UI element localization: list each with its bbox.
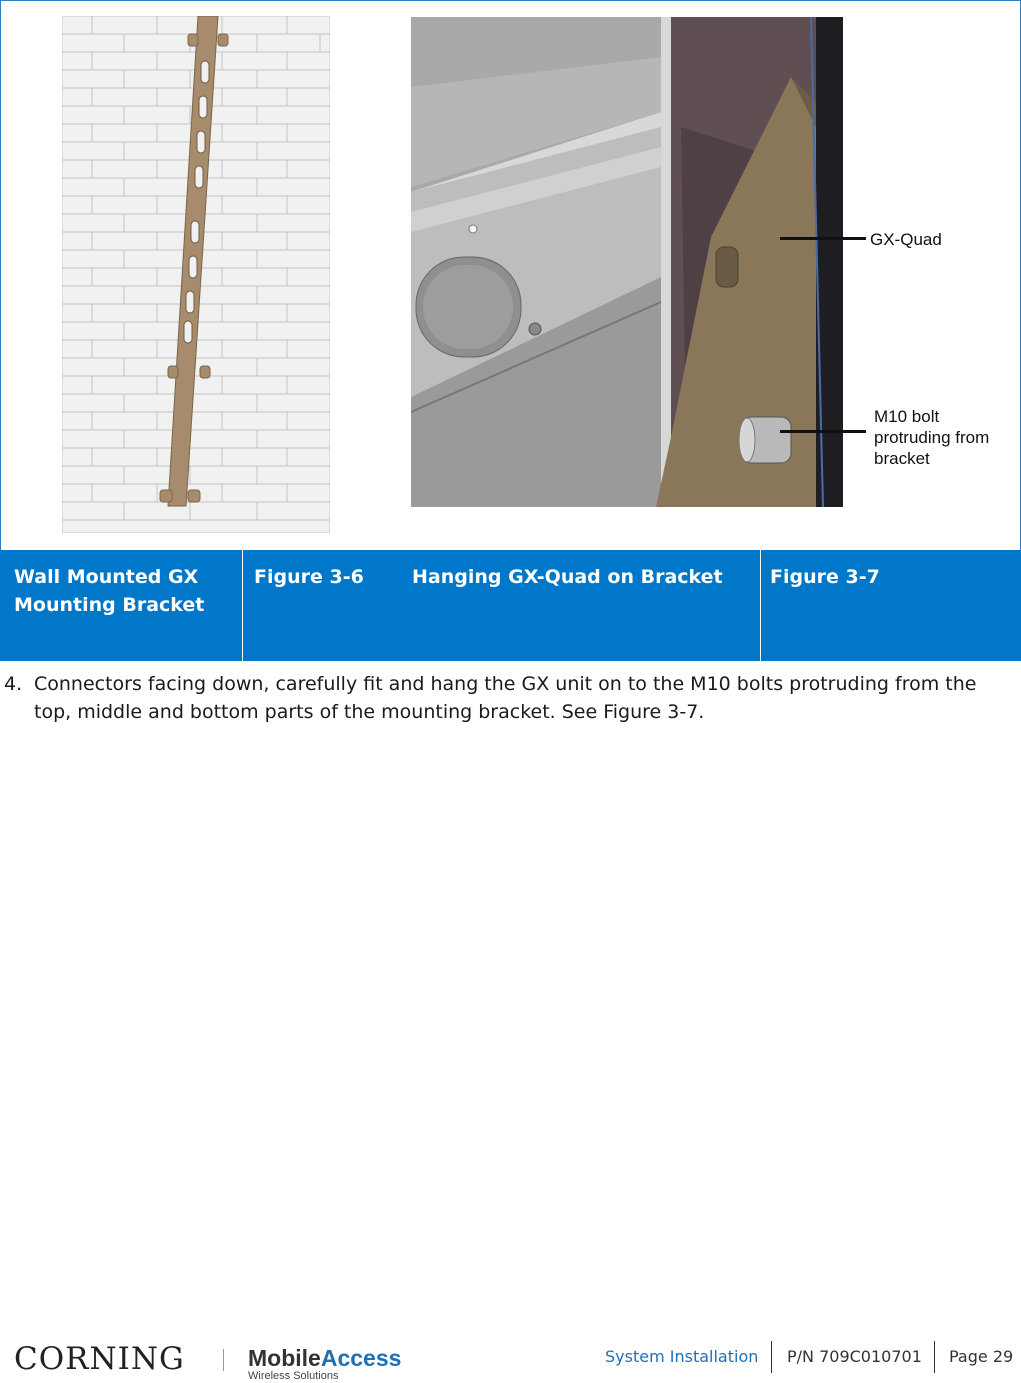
caption-wall-bracket: Wall Mounted GX Mounting Bracket <box>14 566 205 616</box>
page-footer <box>0 1335 1021 1383</box>
step-4 <box>4 670 1004 726</box>
caption-divider <box>242 550 243 661</box>
corning-logo: CORNING <box>14 1341 185 1377</box>
wall-bracket-illustration <box>62 16 330 533</box>
step-number: 4. <box>4 673 23 695</box>
footer-divider <box>934 1341 935 1373</box>
m10-bolt-callout: M10 bolt protruding from bracket <box>874 407 990 468</box>
figure-caption-row <box>0 550 1021 661</box>
footer-part-number: P/N 709C010701 <box>787 1347 922 1366</box>
wireless-solutions-tagline: Wireless Solutions <box>248 1370 339 1382</box>
caption-figure-3-6: Figure 3-6 <box>254 566 364 588</box>
caption-divider <box>760 550 761 661</box>
m10-bolt-callout-line <box>780 430 866 433</box>
mobileaccess-logo: MobileAccess <box>248 1345 402 1371</box>
caption-figure-3-7: Figure 3-7 <box>770 566 880 588</box>
gx-quad-callout: GX-Quad <box>870 230 942 249</box>
gx-quad-on-bracket-illustration <box>411 17 843 507</box>
step-text: Connectors facing down, carefully fit and hang the GX unit on to the M10 bolts protruding from the top, middle and bottom parts of the mounting bracket. See Figure 3-7. <box>34 673 977 723</box>
footer-page-number: Page 29 <box>949 1347 1014 1366</box>
logo-separator <box>223 1349 224 1371</box>
figure-frame <box>0 0 1021 550</box>
gx-quad-callout-line <box>780 237 866 240</box>
footer-divider <box>771 1341 772 1373</box>
caption-hanging-gx-quad: Hanging GX-Quad on Bracket <box>412 566 723 588</box>
footer-section-title: System Installation <box>605 1347 759 1366</box>
